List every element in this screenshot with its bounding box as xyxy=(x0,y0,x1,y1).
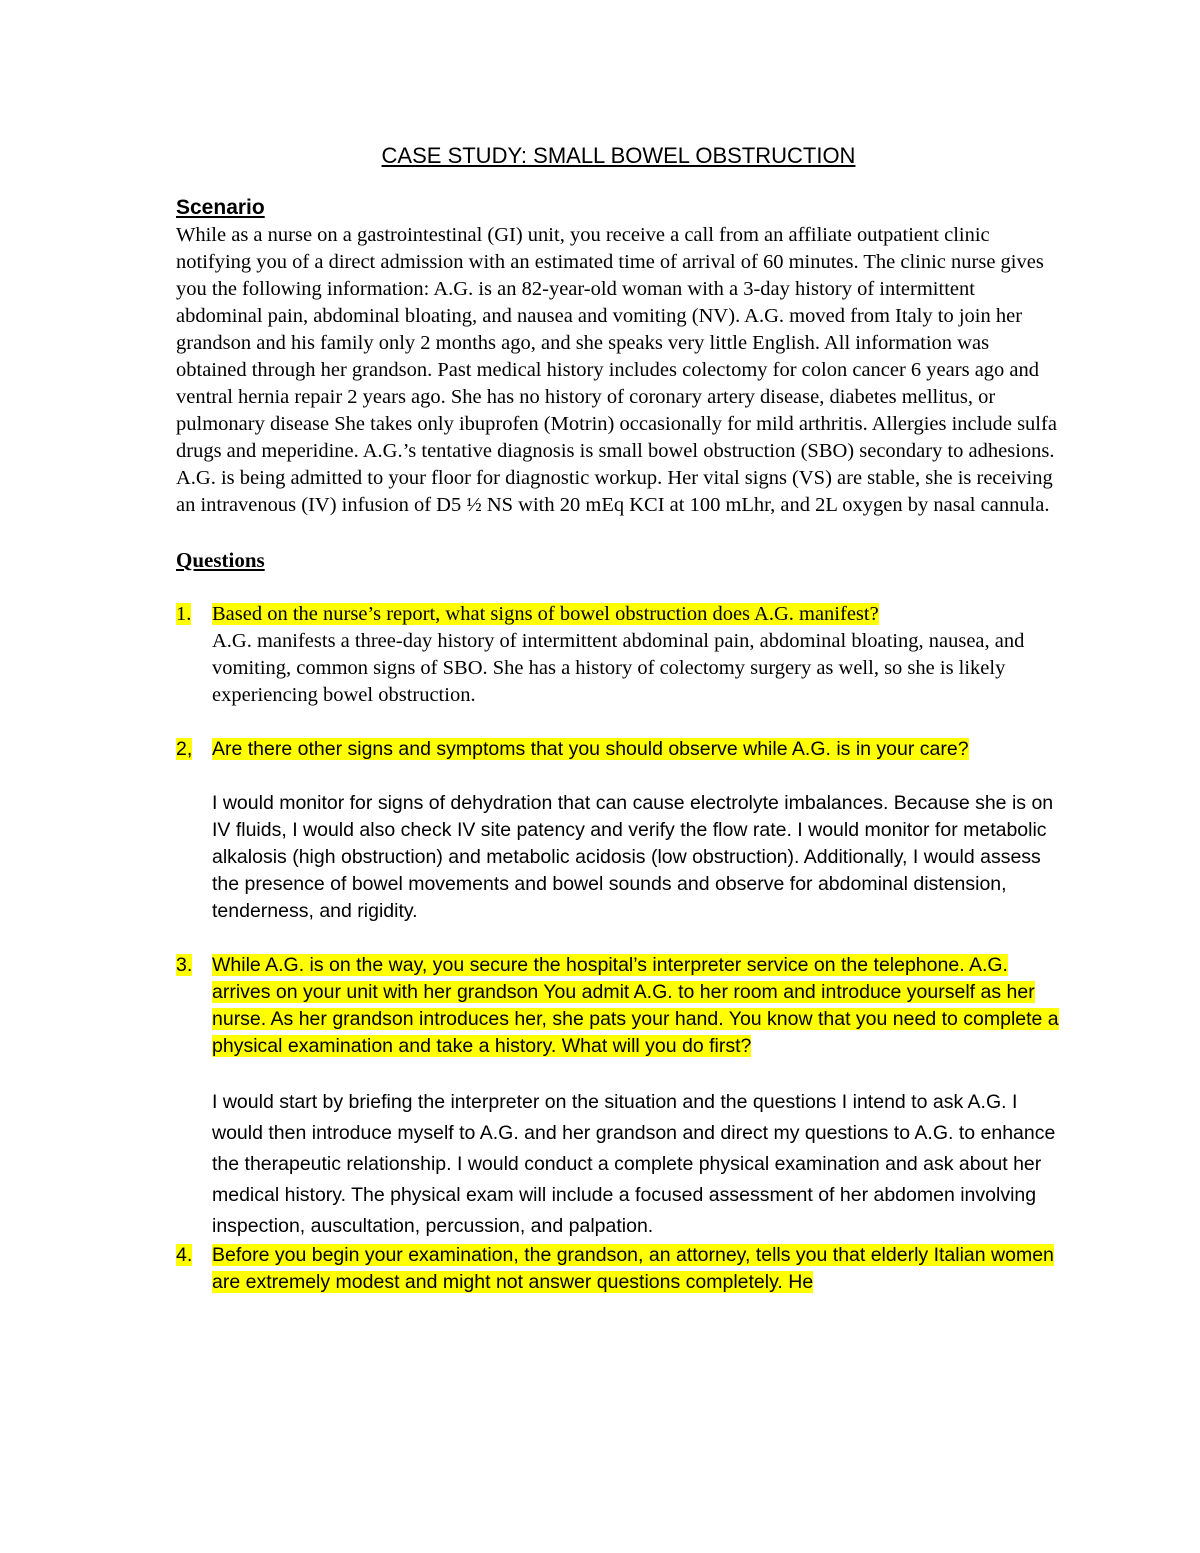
document-title: CASE STUDY: SMALL BOWEL OBSTRUCTION xyxy=(381,143,856,168)
scenario-text: While as a nurse on a gastrointestinal (GI) unit, you receive a call from an affiliate outpatient clinic notifying you of a direct admission with an estimated time of arrival of 60 minutes. The clinic nurse gives you the following information: A.G. is an 82-year-old woman with a 3-day history of intermittent abdominal pain, abdominal bloating, and nausea and vomiting (NV). A.G. moved from Italy to join her grandson and his family only 2 months ago, and she speaks very little English. All information was obtained through her grandson. Past medical history includes colectomy for colon cancer 6 years ago and ventral hernia repair 2 years ago. She has no history of coronary artery disease, diabetes mellitus, or pulmonary disease She takes only ibuprofen (Motrin) occasionally for mild arthritis. Allergies include sulfa drugs and meperidine. A.G.’s tentative diagnosis is small bowel obstruction (SBO) secondary to adhesions. A.G. is being admitted to your floor for diagnostic workup. Her vital signs (VS) are stable, she is receiving an intravenous (IV) infusion of D5 ½ NS with 20 mEq KCI at 100 mLhr, and 2L oxygen by nasal cannula. xyxy=(176,224,1057,516)
scenario-heading: Scenario xyxy=(176,196,265,219)
answer-1: A.G. manifests a three-day history of intermittent abdominal pain, abdominal bloating, nausea, and vomiting, common signs of SBO. She has a history of colectomy surgery as well, so she is likely experiencing bowel obstruction. xyxy=(212,630,1025,706)
answer-3: I would start by briefing the interpreter on the situation and the questions I intend to ask A.G. I would then introduce myself to A.G. and her grandson and direct my questions to A.G. to enhance the therapeutic relationship. I would conduct a complete physical examination and ask about her medical history. The physical exam will include a focused assessment of her abdomen involving inspection, auscultation, percussion, and palpation. xyxy=(212,1091,1056,1237)
question-number: 2, xyxy=(176,738,193,760)
question-number: 4. xyxy=(176,1244,193,1266)
question-1 xyxy=(176,601,1061,628)
question-3 xyxy=(176,952,1061,1060)
question-number: 1. xyxy=(176,603,192,625)
question-text: While A.G. is on the way, you secure the hospital’s interpreter service on the telephone. A.G. arrives on your unit with her grandson You admit A.G. to her room and introduce yourself as her nurse. As her grandson introduces her, she pats your hand. You know that you need to complete a physical examination and take a history. What will you do first? xyxy=(212,954,1059,1057)
question-4 xyxy=(176,1242,1061,1296)
question-text: Based on the nurse’s report, what signs of bowel obstruction does A.G. manifest? xyxy=(212,603,879,625)
document-page xyxy=(176,140,1061,1296)
question-text: Before you begin your examination, the grandson, an attorney, tells you that elderly Italian women are extremely modest and might not answer questions completely. He xyxy=(212,1244,1054,1293)
question-number: 3. xyxy=(176,954,193,976)
questions-heading: Questions xyxy=(176,548,265,572)
question-text: Are there other signs and symptoms that you should observe while A.G. is in your care? xyxy=(212,738,969,760)
question-2 xyxy=(176,736,1061,763)
answer-2: I would monitor for signs of dehydration that can cause electrolyte imbalances. Because she is on IV fluids, I would also check IV site patency and verify the flow rate. I would monitor for metabolic alkalosis (high obstruction) and metabolic acidosis (low obstruction). Additionally, I would assess the presence of bowel movements and bowel sounds and observe for abdominal distension, tenderness, and rigidity. xyxy=(212,792,1054,922)
